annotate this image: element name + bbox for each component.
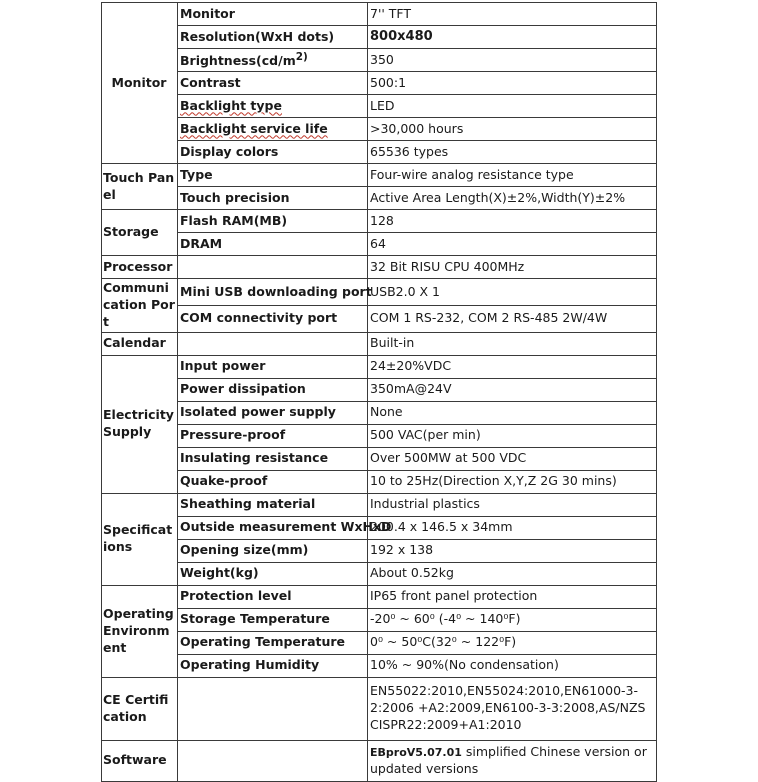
table-row: [102, 279, 657, 306]
param-value: [368, 740, 657, 781]
table-row: [102, 493, 657, 516]
group-calendar: Calendar: [102, 332, 178, 355]
table-row: [102, 233, 657, 256]
group-software: Software: [102, 740, 178, 781]
group-ce-certification: CE Certification: [102, 677, 178, 740]
table-row: [102, 740, 657, 781]
param-label-empty: [178, 256, 368, 279]
param-value: 192 x 138: [368, 539, 657, 562]
param-label: Resolution(WxH dots): [178, 26, 368, 49]
param-label: Quake-proof: [178, 470, 368, 493]
group-communication-port: Communication Port: [102, 279, 178, 333]
table-row: [102, 631, 657, 654]
param-value: LED: [368, 95, 657, 118]
table-row: [102, 539, 657, 562]
table-row: [102, 141, 657, 164]
table-row: [102, 401, 657, 424]
param-label: Mini USB downloading port: [178, 279, 368, 306]
param-label: Sheathing material: [178, 493, 368, 516]
param-label: Weight(kg): [178, 562, 368, 585]
table-row: [102, 378, 657, 401]
specification-table: [101, 2, 657, 782]
param-value: 128: [368, 210, 657, 233]
param-label: Type: [178, 164, 368, 187]
group-operating-environment: Operating Environment: [102, 585, 178, 677]
group-electricity-supply: Electricity Supply: [102, 355, 178, 493]
param-label: DRAM: [178, 233, 368, 256]
param-label: Operating Temperature: [178, 631, 368, 654]
table-row: [102, 164, 657, 187]
group-processor: Processor: [102, 256, 178, 279]
param-value: 500 VAC(per min): [368, 424, 657, 447]
param-label: Protection level: [178, 585, 368, 608]
param-value: 24±20%VDC: [368, 355, 657, 378]
table-row: [102, 608, 657, 631]
param-label-empty: [178, 740, 368, 781]
param-value: Over 500MW at 500 VDC: [368, 447, 657, 470]
param-label: Outside measurement WxHxD: [178, 516, 368, 539]
brightness-superscript: 2): [295, 51, 308, 63]
table-row: [102, 516, 657, 539]
table-row: [102, 95, 657, 118]
table-row: [102, 585, 657, 608]
param-value: 10 to 25Hz(Direction X,Y,Z 2G 30 mins): [368, 470, 657, 493]
backlight-label: Backlight type: [180, 97, 282, 113]
table-row: [102, 187, 657, 210]
param-label: COM connectivity port: [178, 305, 368, 332]
param-value: >30,000 hours: [368, 118, 657, 141]
param-label: [178, 95, 368, 118]
param-value: 350mA@24V: [368, 378, 657, 401]
param-label: Isolated power supply: [178, 401, 368, 424]
param-value: 7'' TFT: [368, 3, 657, 26]
group-storage: Storage: [102, 210, 178, 256]
param-value: 10% ~ 90%(No condensation): [368, 654, 657, 677]
table-row: [102, 654, 657, 677]
param-label: Display colors: [178, 141, 368, 164]
param-value: None: [368, 401, 657, 424]
param-value: Industrial plastics: [368, 493, 657, 516]
param-label: Opening size(mm): [178, 539, 368, 562]
param-value: Built-in: [368, 332, 657, 355]
param-value: Active Area Length(X)±2%,Width(Y)±2%: [368, 187, 657, 210]
table-row: [102, 49, 657, 72]
param-value: 200.4 x 146.5 x 34mm: [368, 516, 657, 539]
param-value: USB2.0 X 1: [368, 279, 657, 306]
table-row: [102, 470, 657, 493]
param-value: 350: [368, 49, 657, 72]
param-value: 0⁰ ~ 50⁰C(32⁰ ~ 122⁰F): [368, 631, 657, 654]
param-label: Pressure-proof: [178, 424, 368, 447]
table-row: [102, 26, 657, 49]
param-value: About 0.52kg: [368, 562, 657, 585]
table-row: [102, 256, 657, 279]
software-description: simplified Chinese version or updated versions: [370, 743, 647, 776]
table-row: [102, 677, 657, 740]
param-label: Power dissipation: [178, 378, 368, 401]
param-value: 64: [368, 233, 657, 256]
param-value: 65536 types: [368, 141, 657, 164]
table-row: [102, 332, 657, 355]
param-label: Monitor: [178, 3, 368, 26]
table-row: [102, 305, 657, 332]
param-value: 800x480: [368, 26, 657, 49]
param-label-empty: [178, 332, 368, 355]
table-row: [102, 3, 657, 26]
param-label: Contrast: [178, 72, 368, 95]
param-label: Touch precision: [178, 187, 368, 210]
table-row: [102, 72, 657, 95]
software-version-tag: EBproV5.07.01: [370, 745, 462, 759]
group-touch-panel: Touch Panel: [102, 164, 178, 210]
table-row: [102, 355, 657, 378]
param-value: 500:1: [368, 72, 657, 95]
backlight-life-label: Backlight service life: [180, 120, 328, 136]
param-label: [178, 49, 368, 72]
param-label: [178, 118, 368, 141]
param-label: Operating Humidity: [178, 654, 368, 677]
param-value: IP65 front panel protection: [368, 585, 657, 608]
param-label: Input power: [178, 355, 368, 378]
group-specifications: Specifications: [102, 493, 178, 585]
param-value: 32 Bit RISU CPU 400MHz: [368, 256, 657, 279]
group-monitor: Monitor: [102, 3, 178, 164]
param-label: Insulating resistance: [178, 447, 368, 470]
param-label: Flash RAM(MB): [178, 210, 368, 233]
param-label-empty: [178, 677, 368, 740]
table-row: [102, 424, 657, 447]
table-row: [102, 118, 657, 141]
table-row: [102, 210, 657, 233]
table-row: [102, 447, 657, 470]
param-value: -20⁰ ~ 60⁰ (-4⁰ ~ 140⁰F): [368, 608, 657, 631]
param-value: EN55022:2010,EN55024:2010,EN61000-3-2:2006 +A2:2009,EN6100-3-3:2008,AS/NZS CISPR22:2009+A1:2010: [368, 677, 657, 740]
param-label: Storage Temperature: [178, 608, 368, 631]
param-value: Four-wire analog resistance type: [368, 164, 657, 187]
param-value: COM 1 RS-232, COM 2 RS-485 2W/4W: [368, 305, 657, 332]
brightness-label: Brightness(cd/m: [180, 53, 296, 69]
table-row: [102, 562, 657, 585]
